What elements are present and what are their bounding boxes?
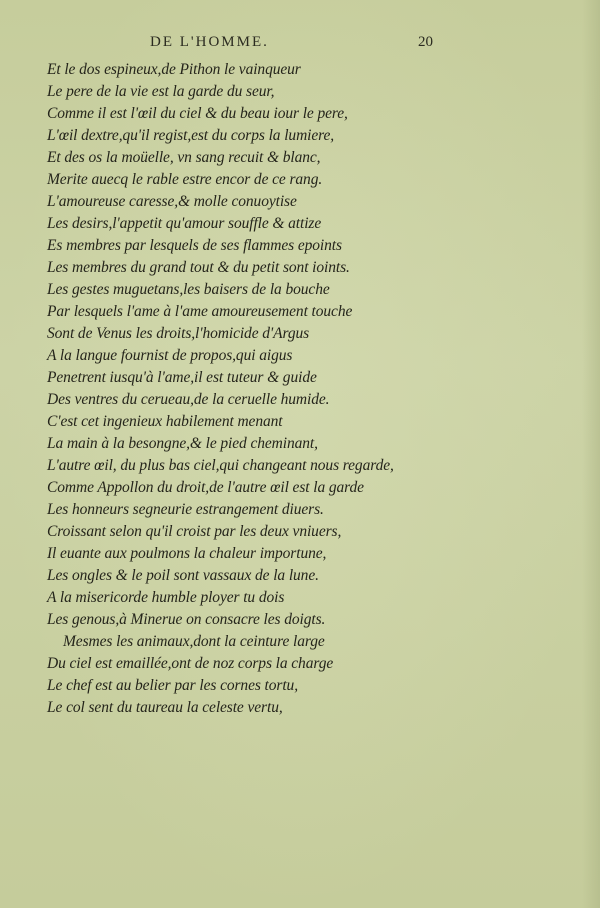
- verse-line: Es membres par lesquels de ses flammes epoints: [47, 237, 342, 254]
- running-title: DE L'HOMME.: [150, 34, 269, 50]
- verse-line: Du ciel est emaillée,ont de noz corps la charge: [47, 655, 334, 672]
- verse-line: C'est cet ingenieux habilement menant: [47, 413, 283, 430]
- verse-line: Les honneurs segneurie estrangement diuers.: [47, 501, 324, 518]
- verse-line: L'autre œil, du plus bas ciel,qui changeant nous regarde,: [47, 457, 394, 474]
- verse-line: Mesmes les animaux,dont la ceinture large: [63, 633, 325, 650]
- verse-line: L'œil dextre,qu'il regist,est du corps la lumiere,: [47, 127, 335, 144]
- verse-line: Les ongles & le poil sont vassaux de la lune.: [47, 567, 319, 584]
- verse-line: Les gestes muguetans,les baisers de la bouche: [47, 281, 330, 298]
- verse-line: Sont de Venus les droits,l'homicide d'Argus: [47, 325, 310, 342]
- verse-line: Le pere de la vie est la garde du seur,: [47, 83, 275, 100]
- page-edge-shade: [582, 0, 600, 908]
- verse-line: Des ventres du cerueau,de la ceruelle humide.: [47, 391, 330, 408]
- verse-line: Par lesquels l'ame à l'ame amoureusement touche: [47, 303, 353, 320]
- verse-line: Les membres du grand tout & du petit sont ioints.: [47, 259, 350, 276]
- verse-line: Merite auecq le rable estre encor de ce rang.: [47, 171, 323, 188]
- verse-line: Croissant selon qu'il croist par les deux vniuers,: [47, 523, 342, 540]
- verse-line: Les desirs,l'appetit qu'amour souffle & attize: [47, 215, 322, 232]
- verse-line: Il euante aux poulmons la chaleur importune,: [47, 545, 327, 562]
- verse-line: Comme Appollon du droit,de l'autre œil est la garde: [47, 479, 364, 496]
- verse-line: Penetrent iusqu'à l'ame,il est tuteur & guide: [47, 369, 317, 386]
- verse-line: Le col sent du taureau la celeste vertu,: [47, 699, 283, 716]
- verse-line: A la misericorde humble ployer tu dois: [47, 589, 285, 606]
- verse-line: Comme il est l'œil du ciel & du beau iour le pere,: [47, 105, 348, 122]
- verse-line: Les genous,à Minerue on consacre les doigts.: [47, 611, 326, 628]
- verse-line: La main à la besongne,& le pied cheminant,: [47, 435, 318, 452]
- verse-line: Et des os la moüelle, vn sang recuit & blanc,: [47, 149, 321, 166]
- verse-line: L'amoureuse caresse,& molle conuoytise: [47, 193, 297, 210]
- verse-line: Et le dos espineux,de Pithon le vainqueur: [47, 61, 301, 78]
- page-number: 20: [418, 34, 433, 50]
- verse-line: A la langue fournist de propos,qui aigus: [47, 347, 293, 364]
- verse-line: Le chef est au belier par les cornes tortu,: [47, 677, 298, 694]
